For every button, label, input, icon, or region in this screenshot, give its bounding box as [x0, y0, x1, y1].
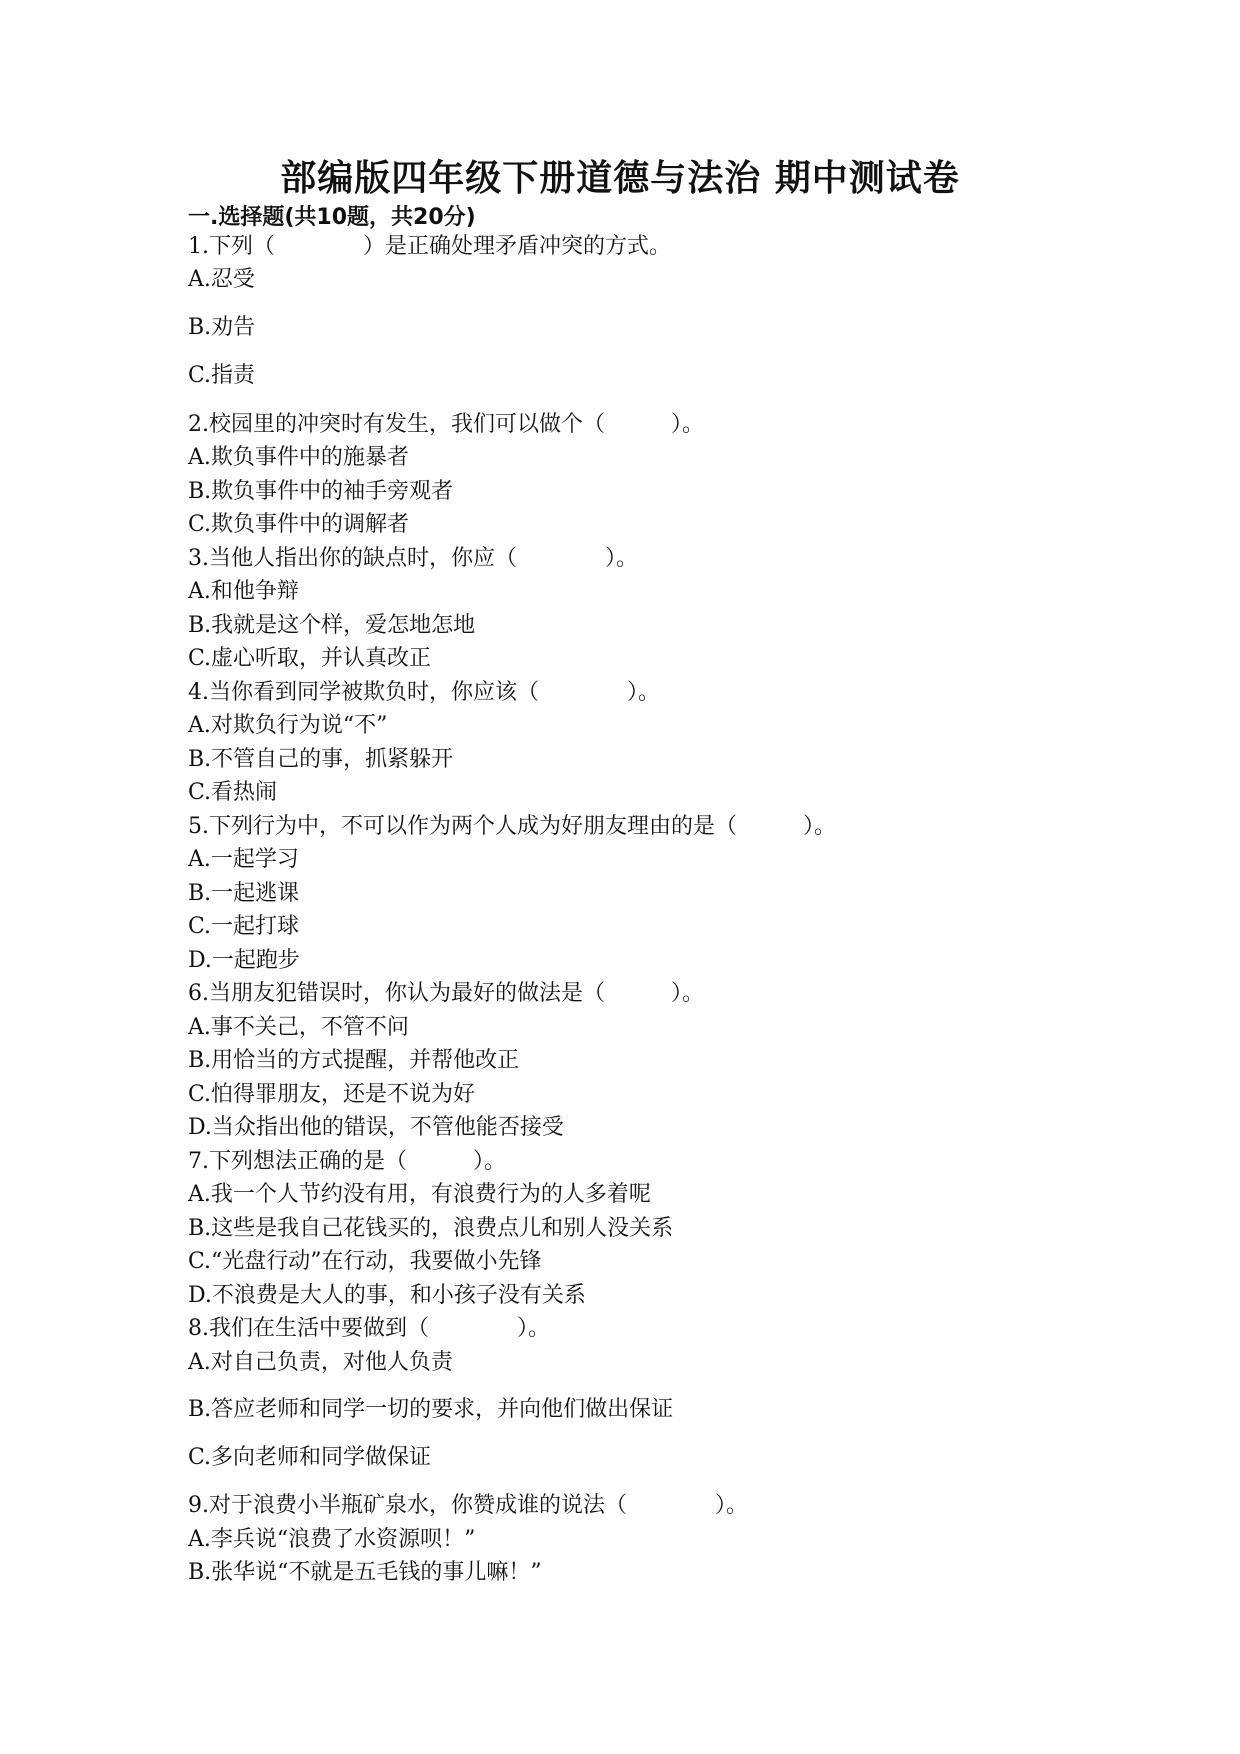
- question-stem: 8.我们在生活中要做到（ ）。: [188, 1316, 550, 1341]
- question-option: A.对自己负责，对他人负责: [188, 1350, 453, 1375]
- question-option: C.看热闹: [188, 780, 278, 805]
- question-option: C.欺负事件中的调解者: [188, 512, 410, 537]
- question-option: B.张华说“不就是五毛钱的事儿嘛！”: [188, 1560, 542, 1585]
- question-option: A.对欺负行为说“不”: [188, 713, 388, 738]
- question-option: B.这些是我自己花钱买的，浪费点儿和别人没关系: [188, 1216, 674, 1241]
- question-option: C.怕得罪朋友，还是不说为好: [188, 1082, 476, 1107]
- question-option: D.一起跑步: [188, 948, 300, 973]
- question-option: B.不管自己的事，抓紧躲开: [188, 747, 454, 772]
- question-option: B.一起逃课: [188, 881, 300, 906]
- question-stem: 3.当他人指出你的缺点时，你应（ ）。: [188, 546, 638, 571]
- question-stem: 9.对于浪费小半瓶矿泉水，你赞成谁的说法（ ）。: [188, 1493, 748, 1518]
- question-option: B.我就是这个样，爱怎地怎地: [188, 613, 476, 638]
- question-stem: 6.当朋友犯错误时，你认为最好的做法是（ ）。: [188, 981, 704, 1006]
- question-stem: 1.下列（ ）是正确处理矛盾冲突的方式。: [188, 234, 671, 259]
- page-title: 部编版四年级下册道德与法治 期中测试卷: [280, 158, 960, 199]
- question-option: C.多向老师和同学做保证: [188, 1445, 432, 1470]
- question-stem: 2.校园里的冲突时有发生，我们可以做个（ ）。: [188, 412, 704, 437]
- question-option: B.劝告: [188, 315, 256, 340]
- question-option: A.李兵说“浪费了水资源呗！”: [188, 1527, 476, 1552]
- question-option: C.指责: [188, 363, 256, 388]
- question-option: C.虚心听取，并认真改正: [188, 646, 432, 671]
- question-option: A.忍受: [188, 267, 255, 292]
- question-option: A.一起学习: [188, 847, 299, 872]
- question-option: B.用恰当的方式提醒，并帮他改正: [188, 1048, 520, 1073]
- question-option: A.事不关己，不管不问: [188, 1015, 409, 1040]
- section-heading: 一.选择题(共10题，共20分): [188, 205, 476, 230]
- question-stem: 7.下列想法正确的是（ ）。: [188, 1149, 506, 1174]
- question-option: C.一起打球: [188, 914, 300, 939]
- question-option: A.欺负事件中的施暴者: [188, 445, 409, 470]
- question-stem: 5.下列行为中，不可以作为两个人成为好朋友理由的是（ ）。: [188, 814, 836, 839]
- question-option: D.当众指出他的错误，不管他能否接受: [188, 1115, 564, 1140]
- question-option: B.答应老师和同学一切的要求，并向他们做出保证: [188, 1397, 674, 1422]
- question-option: A.和他争辩: [188, 579, 299, 604]
- question-option: D.不浪费是大人的事，和小孩子没有关系: [188, 1283, 586, 1308]
- question-option: C.“光盘行动”在行动，我要做小先锋: [188, 1249, 542, 1274]
- question-option: B.欺负事件中的袖手旁观者: [188, 479, 454, 504]
- question-option: A.我一个人节约没有用，有浪费行为的人多着呢: [188, 1182, 651, 1207]
- question-stem: 4.当你看到同学被欺负时，你应该（ ）。: [188, 680, 660, 705]
